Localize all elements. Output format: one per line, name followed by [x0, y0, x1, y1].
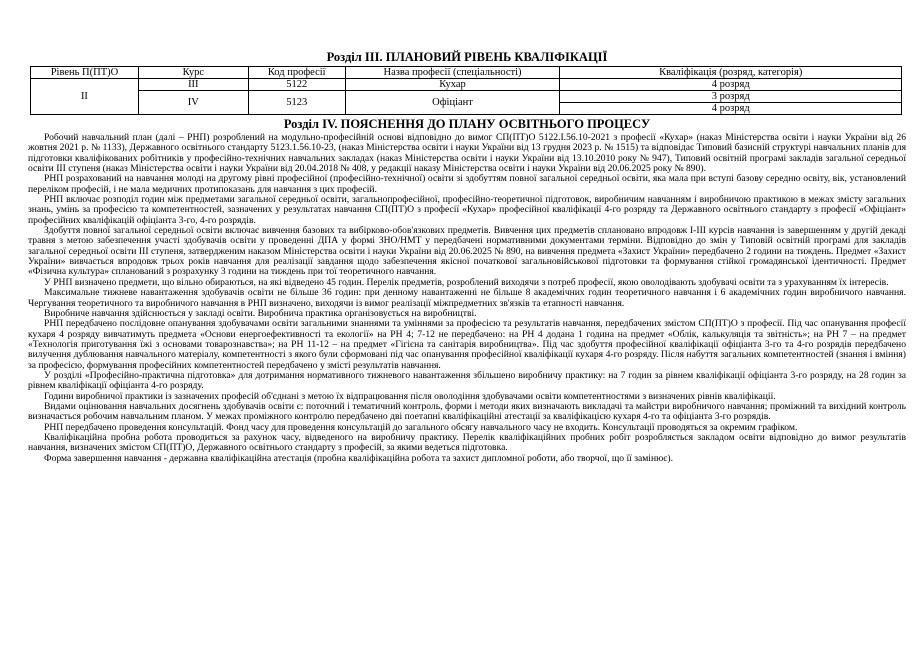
document-page: [28, 50, 906, 464]
paragraph: Максимальне тижневе навантаження здобувачів освіти не більше 36 годин: при денному навантаженні не більше 8 академічних годин теоретичного навчання і 6 академічних годин виробничого навчання. Чергування теоретичного та виробничого навчання в РНП визначено, виходячи із вимог реалізації міжпредметних зв'язків та етапності навчання.: [28, 287, 906, 309]
section-3-title: Розділ ІІІ. ПЛАНОВИЙ РІВЕНЬ КВАЛІФІКАЦІЇ: [326, 50, 608, 64]
header-profession: Назва професії (спеціальності): [345, 67, 560, 79]
header-code: Код професії: [248, 67, 345, 79]
paragraph: РНП передбачено проведення консультацій. Фонд часу для проведення консультацій до загального обсягу навчального часу не входить. Консультації проводяться за окремим графіком.: [44, 421, 798, 433]
qualification-table: [30, 66, 902, 115]
table-row: [31, 79, 902, 91]
code-cell: 5122: [248, 79, 345, 91]
profession-cell: Офіціант: [345, 91, 560, 115]
qualification-cell: 4 розряд: [560, 103, 902, 115]
level-cell: ІІ: [31, 79, 139, 115]
course-cell: IV: [138, 91, 248, 115]
paragraph: Здобуття повної загальної середньої освіти включає вивчення базових та вибірково-обов'язкових предметів. Вивчення цих предметів сплановано впродовж І-ІІІ курсів навчання із завершенням у другій декаді травня з метою забезпечення участі здобувачів освіти у проведенні ДПА у формі ЗНО/НМТ у передбачені нормативними документами терміни. Відповідно до змін у Типовій освітній програмі для закладів загальної середньої освіти ІІІ ступеня, затвердженим наказом Міністерства освіти і науки України від 20.06.2025 № 890, на вивчення предмета «Захист України» передбачено 2 години на тиждень. Предмет «Захист України» вивчається впродовж трьох років навчання для реалізації завдання щодо забезпечення якісної початкової загальновійськової підготовки та формування стійкої громадянської ідентичності. Предмет «Фізична культура» спланований з розрахунку 3 години на тиждень при тої теоретичного навчання.: [28, 225, 906, 278]
paragraph: Видами оцінювання навчальних досягнень здобувачів освіти є: поточний і тематичний контроль, форми і методи яких визначають викладачі та майстри виробничого навчання; проміжний та вихідний контроль визначається робочим навчальним планом. У межах проміжного контролю передбачено дві поетапні кваліфікаційні атестації за кваліфікацією кухаря 4-го та офіціанта 3-го розрядів.: [28, 400, 906, 423]
paragraph: Кваліфікаційна пробна робота проводиться за рахунок часу, відведеного на виробничу практику. Перелік кваліфікаційних пробних робіт розробляється закладом освіти відповідно до вимог результатів навчання, визначених змістом СП(ПТ)О, Державного освітнього стандарту з професій, за якими ведеться підготовка.: [28, 431, 906, 454]
qualification-cell: 3 розряд: [560, 91, 902, 103]
paragraph: РНП включає розподіл годин між предметами загальної середньої освіти, загальнопрофесійної, професійно-теоретичної підготовок, виробничим навчанням і виробничою практикою в межах змісту загальних знань, умінь за професією та компетентностей, зазначених у результатах навчання СП(ПТ)О з професії «Кухар» професійної кваліфікації 4-го розряду та Державного освітнього стандарту з професії «Офіціант» професійних кваліфікацій офіціанта 3-го, 4-го розрядів.: [28, 194, 906, 226]
header-level: Рівень П(ПТ)О: [31, 67, 139, 79]
paragraph: Форма завершення навчання - державна кваліфікаційна атестація (пробна кваліфікаційна робота та захист дипломної роботи, або творчої, що її замінює).: [44, 452, 673, 464]
paragraph: РНП розрахований на навчання молоді на другому рівні професійної (професійно-технічної) освіти зі здобуттям повної загальної середньої освіти, яка мала при вступі базову середню освіту, вік, установлений переліком професій, і не мала медичних протипоказань для навчання з цих професій.: [28, 173, 906, 195]
paragraph: РНП передбачено послідовне опанування здобувачами освіти загальними знаннями та уміннями за професією та результатів навчання, передбачених змістом СП(ПТ)О з професії. Під час опанування професії кухаря 4 розряду вивчатимуть предмета «Основи енергоефективності та екології» на РН 4; 7-12 не передбачено: на РН 4 додана 1 година на предмет «Облік, калькуляція та звітність»; на РН 7 – на предмет «Технологія приготування їжі з основами товарознавства»; на РН 11-12 – на предмет «Гігієна та санітарія виробництва». Під час здобуття професійної кваліфікації офіціанта 3-го та 4-го розрядів передбачено вилучення дублювання навчального матеріалу, компетентності з якого були сформовані під час опанування професійної кваліфікації кухаря 4-го розряду. Після набуття загальних компетентностей (знання і вміння) за професією, формування професійних компетентностей передбачено у змісті результатів навчання.: [28, 318, 906, 371]
paragraph: У розділі «Професійно-практична підготовка» для дотримання нормативного тижневого навантаження збільшено виробничу практику: на 7 годин за рівнем кваліфікації офіціанта 3-го розряду, на 28 годин за рівнем кваліфікації офіціанта 4-го розряду.: [28, 369, 906, 392]
course-cell: ІІІ: [138, 79, 248, 91]
qualification-cell: 4 розряд: [560, 79, 902, 91]
header-qualification: Кваліфікація (розряд, категорія): [560, 67, 902, 79]
table-header-row: [31, 67, 902, 79]
header-course: Курс: [138, 67, 248, 79]
paragraph: У РНП визначено предмети, що вільно обираються, на які відведено 45 годин. Перелік предметів, розроблений виходячи з потреб професії, якою оволодівають здобувачі освіти та з урахуванням їх інтересів.: [44, 276, 889, 288]
code-cell: 5123: [248, 91, 345, 115]
profession-cell: Кухар: [345, 79, 560, 91]
paragraph: Робочий навчальний план (далі – РНП) розроблений на модульно-професійній основі відповідно до вимог СП(ПТ)О 5122.І.56.10-2021 з професії «Кухар» (наказ Міністерства освіти і науки України від 26 жовтня 2021 р. № 1133), Державного освітнього стандарту 5123.1.56.10-23, (наказ Міністерства освіти і науки України від 13 грудня 2023 р. № 1515) та відповідає Типовий базисній структурі навчальних планів для підготовки кваліфікованих робітників у професійно-технічних навчальних закладах (наказ Міністерства освіти і науки України від 13.10.2010 року № 947), Типовий освітній програмі закладів загальної середньої освіти ІІІ ступеня (наказ Міністерства освіти і науки України від 20.04.2018 № 408, у редакції наказу Міністерства освіти і науки України від 20.06.2025 року № 890).: [28, 132, 906, 175]
paragraph: Години виробничої практики із зазначених професій об'єднані з метою їх відпрацювання після оволодіння здобувачами освіти компетентностями з визначених рівнів кваліфікації.: [44, 390, 776, 402]
section-4-title: Розділ ІV. ПОЯСНЕННЯ ДО ПЛАНУ ОСВІТНЬОГО ПРОЦЕСУ: [283, 117, 651, 131]
paragraph: Виробниче навчання здійснюється у закладі освіти. Виробнича практика організовується на виробництві.: [44, 307, 477, 319]
table-row: [31, 91, 902, 103]
explanatory-text: [28, 133, 906, 464]
